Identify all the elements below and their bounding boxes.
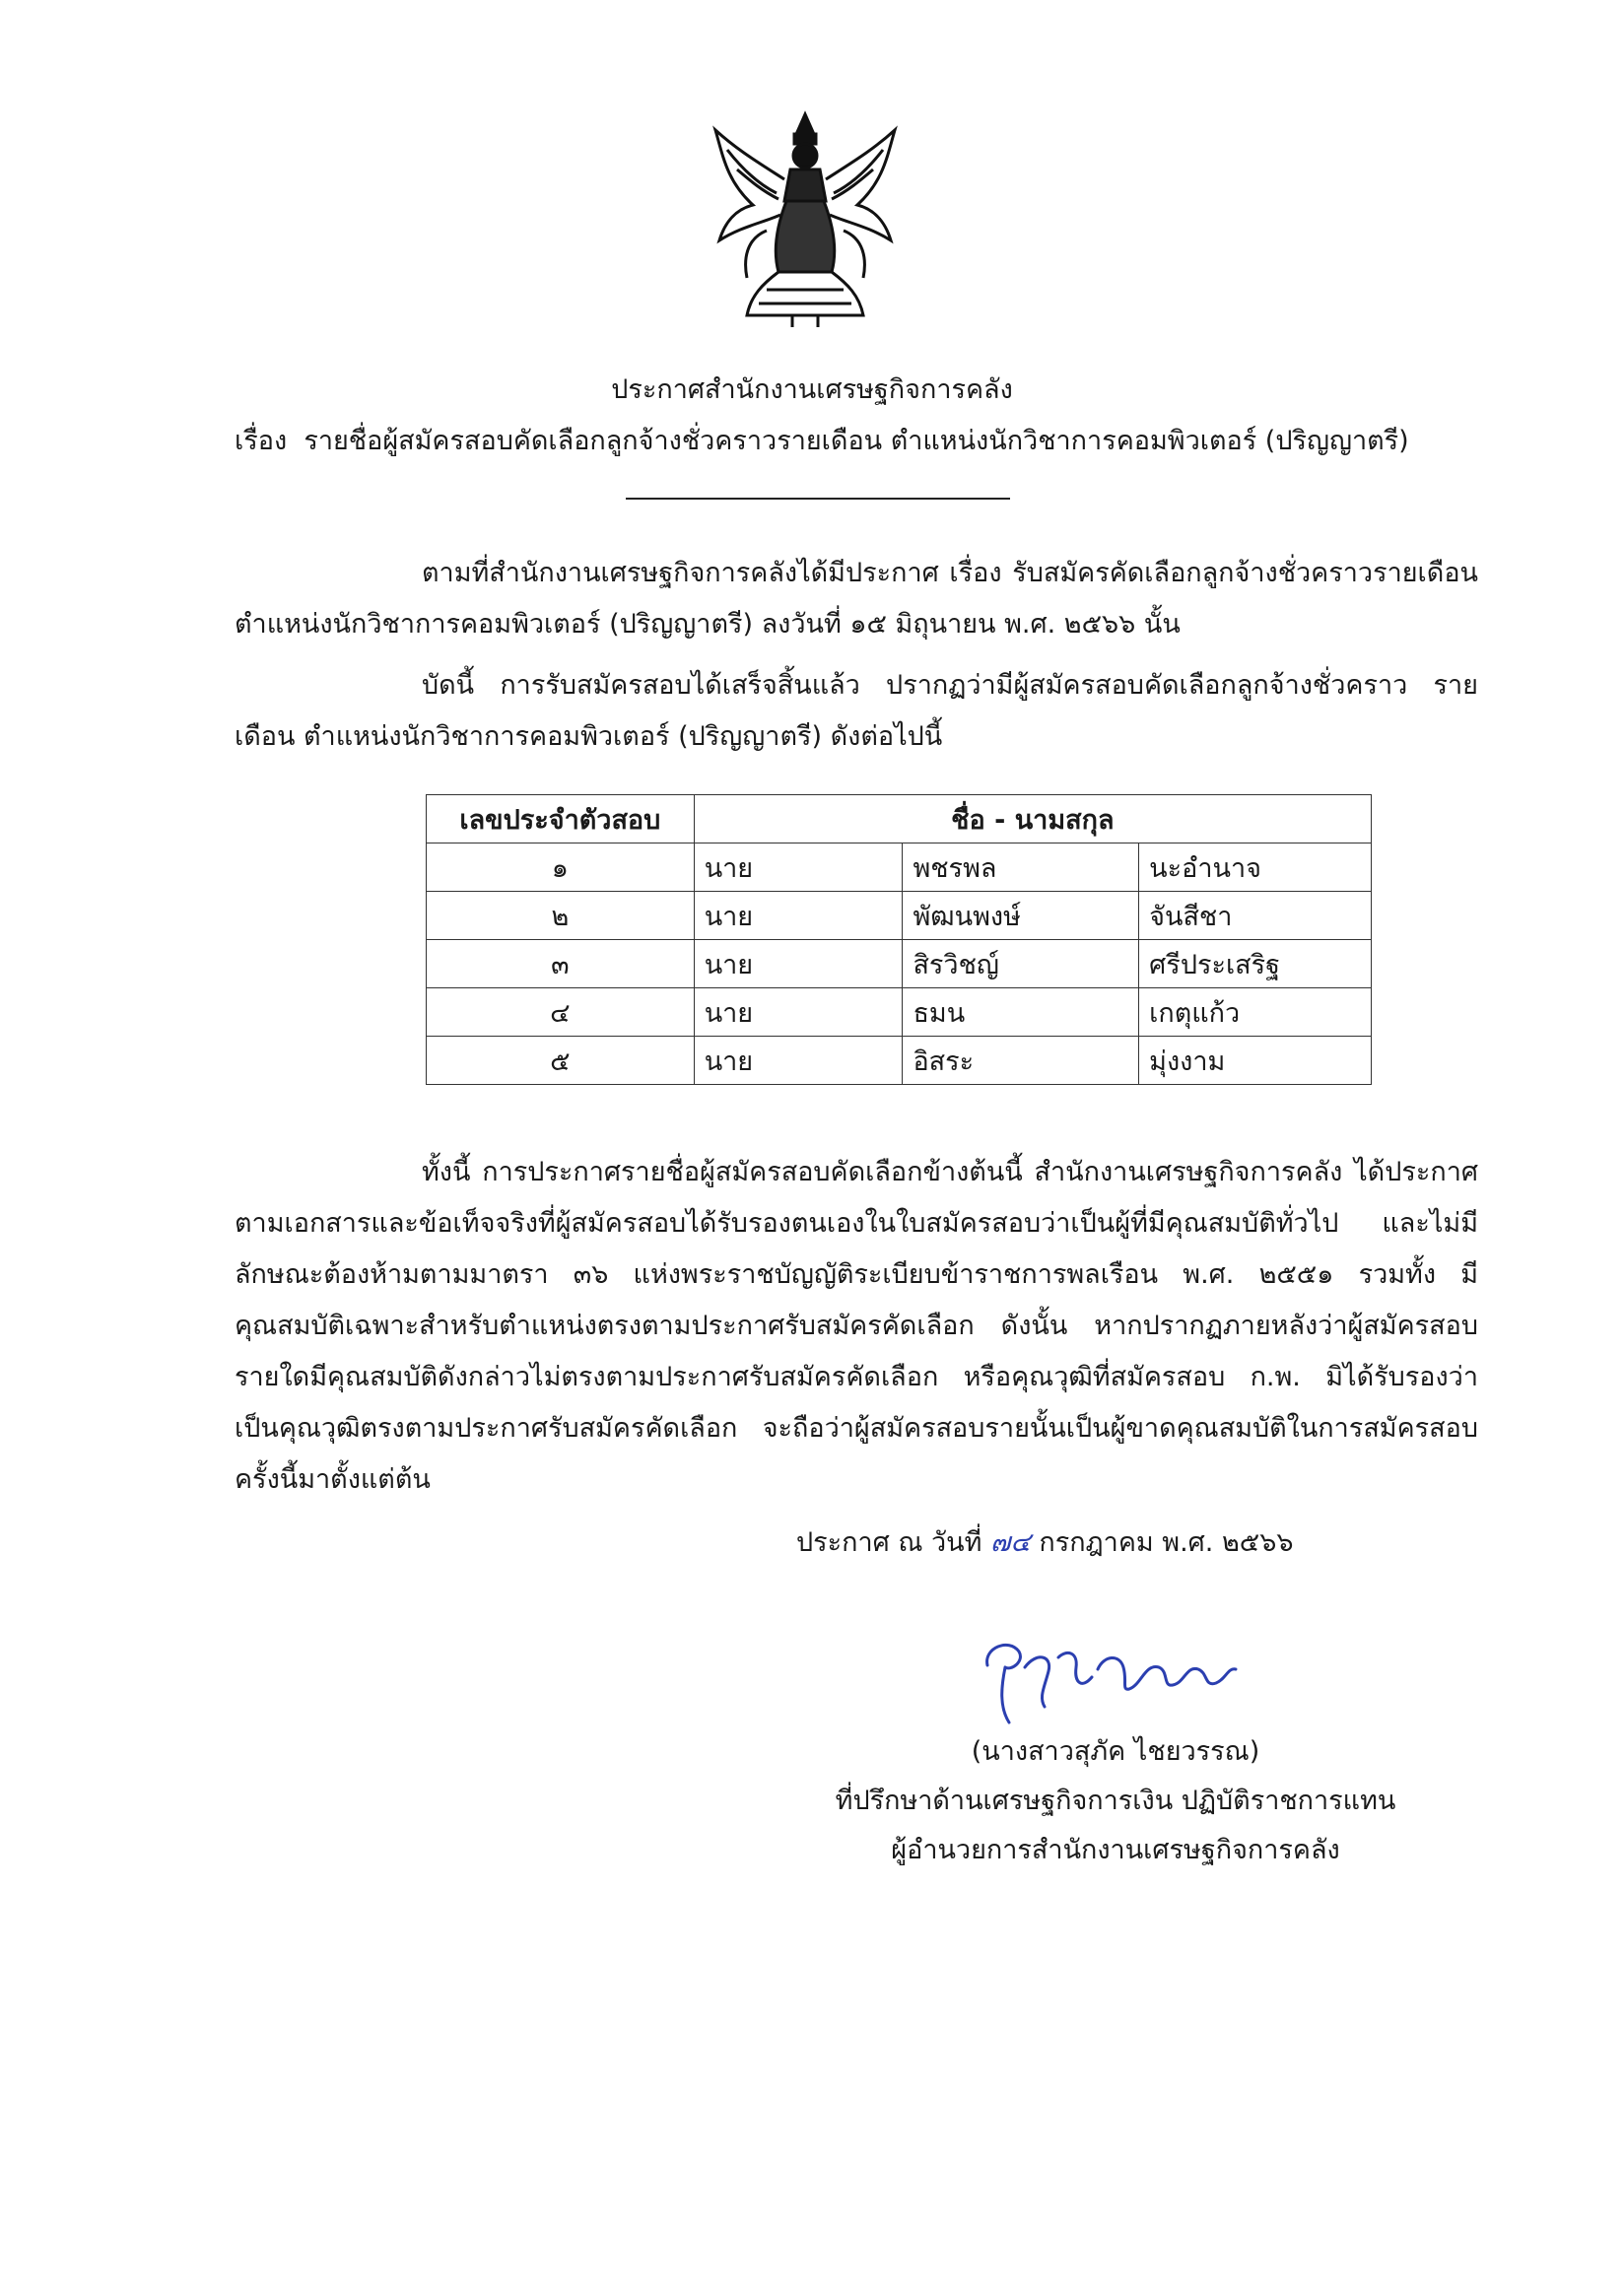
first-name-cell: พัฒนพงษ์ <box>903 892 1139 940</box>
exam-id-cell: ๒ <box>427 892 695 940</box>
subject-line <box>235 422 1409 461</box>
table-header-row <box>427 795 1372 843</box>
paragraph-list-intro: บัดนี้ การรับสมัครสอบได้เสร็จสิ้นแล้ว ปรากฏว่ามีผู้สมัครสอบคัดเลือกลูกจ้างชั่วคราว รายเดือน ตำแหน่งนักวิชาการคอมพิวเตอร์ (ปริญญาตรี) ดังต่อไปนี้ <box>235 670 1478 752</box>
table-row <box>427 843 1372 892</box>
subject-label: เรื่อง <box>235 426 288 456</box>
first-name-cell: อิสระ <box>903 1037 1139 1085</box>
title-cell: นาย <box>694 988 903 1037</box>
last-name-cell: นะอำนาจ <box>1139 843 1372 892</box>
last-name-cell: จันสีชา <box>1139 892 1372 940</box>
announcement-date <box>796 1523 1293 1563</box>
first-name-cell: ธมน <box>903 988 1139 1037</box>
title-cell: นาย <box>694 1037 903 1085</box>
candidate-table <box>426 794 1372 1085</box>
header-divider <box>626 498 1010 500</box>
signatory-name: (นางสาวสุภัค ไชยวรรณ) <box>971 1736 1260 1767</box>
garuda-emblem <box>708 110 903 329</box>
header-full-name: ชื่อ - นามสกุล <box>694 795 1371 843</box>
date-prefix: ประกาศ ณ วันที่ <box>796 1527 982 1558</box>
announcement-title: ประกาศสำนักงานเศรษฐกิจการคลัง <box>611 374 1013 405</box>
title-cell: นาย <box>694 940 903 988</box>
table-row <box>427 892 1372 940</box>
signatory-position: ที่ปรึกษาด้านเศรษฐกิจการเงิน ปฏิบัติราชการแทน <box>835 1786 1396 1816</box>
last-name-cell: เกตุแก้ว <box>1139 988 1372 1037</box>
title-cell: นาย <box>694 843 903 892</box>
signatory-office: ผู้อำนวยการสำนักงานเศรษฐกิจการคลัง <box>891 1835 1340 1865</box>
exam-id-cell: ๕ <box>427 1037 695 1085</box>
header-exam-id: เลขประจำตัวสอบ <box>427 795 695 843</box>
title-cell: นาย <box>694 892 903 940</box>
signature-scribble <box>976 1628 1242 1736</box>
exam-id-cell: ๑ <box>427 843 695 892</box>
paragraph-conditions: ทั้งนี้ การประกาศรายชื่อผู้สมัครสอบคัดเลือกข้างต้นนี้ สำนักงานเศรษฐกิจการคลัง ได้ประกาศตามเอกสารและข้อเท็จจริงที่ผู้สมัครสอบได้รับรองตนเองในใบสมัครสอบว่าเป็นผู้ที่มีคุณสมบัติทั่วไป และไม่มีลักษณะต้องห้ามตามมาตรา ๓๖ แห่งพระราชบัญญัติระเบียบข้าราชการพลเรือน พ.ศ. ๒๕๕๑ รวมทั้ง มีคุณสมบัติเฉพาะสำหรับตำแหน่งตรงตามประกาศรับสมัครคัดเลือก ดังนั้น หากปรากฏภายหลังว่าผู้สมัครสอบ รายใดมีคุณสมบัติดังกล่าวไม่ตรงตามประกาศรับสมัครคัดเลือก หรือคุณวุฒิที่สมัครสอบ ก.พ. มิได้รับรองว่า เป็นคุณวุฒิตรงตามประกาศรับสมัครคัดเลือก จะถือว่าผู้สมัครสอบรายนั้นเป็นผู้ขาดคุณสมบัติในการสมัครสอบ ครั้งนี้มาตั้งแต่ต้น <box>235 1157 1478 1495</box>
exam-id-cell: ๓ <box>427 940 695 988</box>
table-row <box>427 988 1372 1037</box>
paragraph-intro: ตามที่สำนักงานเศรษฐกิจการคลังได้มีประกาศ เรื่อง รับสมัครคัดเลือกลูกจ้างชั่วคราวรายเดือน ตำแหน่งนักวิชาการคอมพิวเตอร์ (ปริญญาตรี) ลงวันที่ ๑๕ มิถุนายน พ.ศ. ๒๕๖๖ นั้น <box>235 558 1478 640</box>
last-name-cell: ศรีประเสริฐ <box>1139 940 1372 988</box>
date-suffix: กรกฎาคม พ.ศ. ๒๕๖๖ <box>1039 1527 1294 1558</box>
subject-text: รายชื่อผู้สมัครสอบคัดเลือกลูกจ้างชั่วคราวรายเดือน ตำแหน่งนักวิชาการคอมพิวเตอร์ (ปริญญาตรี) <box>304 426 1409 456</box>
date-day-handwritten: ๗๔ <box>990 1527 1031 1558</box>
first-name-cell: สิรวิชญ์ <box>903 940 1139 988</box>
exam-id-cell: ๔ <box>427 988 695 1037</box>
table-row <box>427 940 1372 988</box>
last-name-cell: มุ่งงาม <box>1139 1037 1372 1085</box>
table-row <box>427 1037 1372 1085</box>
first-name-cell: พชรพล <box>903 843 1139 892</box>
